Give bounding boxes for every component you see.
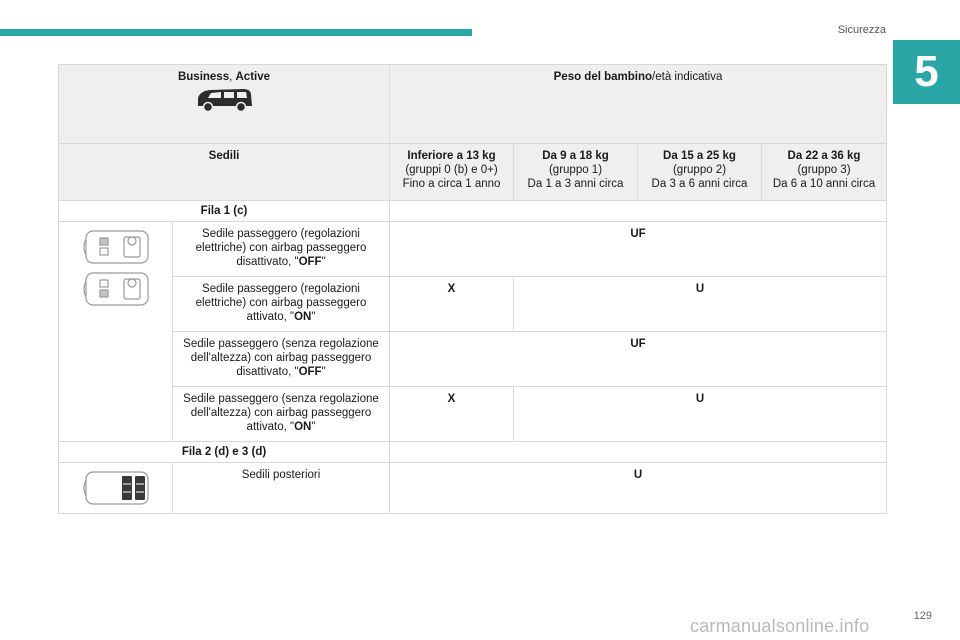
table-row (59, 332, 887, 387)
models-sep: , (229, 71, 236, 83)
suitability-value: UF (390, 332, 887, 387)
rear-seat-diagram-cell (59, 463, 173, 514)
airbag-state: ON (294, 421, 312, 433)
group-age: Da 3 a 6 anni circa (651, 178, 748, 190)
table-row (59, 277, 887, 332)
child-weight-header (390, 65, 887, 144)
airbag-state: ON (294, 311, 312, 323)
seat-desc: Sedile passeggero (senza regolazione dell'altezza) con airbag passeggero disattivato, " (183, 338, 379, 378)
suitability-value: UF (390, 222, 887, 277)
minivan-icon (194, 86, 254, 114)
models-cell (59, 65, 390, 144)
group-age: Da 1 a 3 anni circa (527, 178, 624, 190)
group-2-cell (638, 144, 762, 201)
group-title: Da 22 a 36 kg (787, 150, 861, 162)
seat-desc-cell (173, 387, 390, 442)
watermark: carmanualsonline.info (690, 616, 870, 636)
table-row (59, 463, 887, 514)
seat-desc: Sedile passeggero (regolazioni elettriche) con airbag passeggero disattivato, " (195, 228, 367, 268)
seats-label: Sedili (59, 144, 390, 201)
suitability-value: X (390, 387, 514, 442)
row2-label: Fila 2 (d) e 3 (d) (59, 442, 390, 463)
row2-label-row (59, 442, 887, 463)
quote-close: " (321, 256, 326, 268)
chapter-number: 5 (893, 40, 960, 104)
group-0-cell (390, 144, 514, 201)
suitability-value: U (514, 277, 887, 332)
group-sub: (gruppo 3) (797, 164, 851, 176)
group-title: Inferiore a 13 kg (407, 150, 496, 162)
table-groups-row (59, 144, 887, 201)
table-row (59, 387, 887, 442)
group-sub: (gruppi 0 (b) e 0+) (405, 164, 498, 176)
row1-label: Fila 1 (c) (59, 201, 390, 222)
airbag-state: OFF (298, 256, 322, 268)
group-age: Fino a circa 1 anno (402, 178, 501, 190)
front-seat-diagram-cell (59, 222, 173, 442)
group-sub: (gruppo 2) (672, 164, 727, 176)
table-header-row (59, 65, 887, 144)
empty-cell (390, 442, 887, 463)
suitability-value: U (514, 387, 887, 442)
seat-desc: Sedile passeggero (regolazioni elettriche) con airbag passeggero attivato, " (195, 283, 367, 323)
group-1-cell (514, 144, 638, 201)
group-title: Da 9 a 18 kg (542, 150, 609, 162)
age-indicative-label: /età indicativa (652, 71, 723, 83)
seat-desc-cell (173, 277, 390, 332)
seat-desc-cell (173, 332, 390, 387)
rear-seat-diagram-icon (80, 470, 152, 506)
group-3-cell (762, 144, 887, 201)
front-seat-diagram-icon (80, 229, 152, 309)
quote-close: " (311, 311, 316, 323)
airbag-state: OFF (298, 366, 322, 378)
page-number: 129 (913, 610, 932, 622)
row1-label-row (59, 201, 887, 222)
group-age: Da 6 a 10 anni circa (772, 178, 876, 190)
suitability-value: X (390, 277, 514, 332)
rear-seat-label: Sedili posteriori (173, 463, 390, 514)
top-accent-bar (0, 29, 472, 36)
empty-cell (390, 201, 887, 222)
table-row (59, 222, 887, 277)
models-active: Active (235, 71, 271, 83)
models-business: Business (177, 71, 230, 83)
quote-close: " (311, 421, 316, 433)
group-title: Da 15 a 25 kg (663, 150, 736, 162)
seat-desc-cell (173, 222, 390, 277)
quote-close: " (321, 366, 326, 378)
suitability-value: U (390, 463, 887, 514)
child-seat-table (58, 64, 887, 514)
group-sub: (gruppo 1) (548, 164, 603, 176)
child-weight-label: Peso del bambino (553, 71, 653, 83)
section-title: Sicurezza (837, 24, 886, 36)
seat-desc: Sedile passeggero (senza regolazione dell'altezza) con airbag passeggero attivato, " (183, 393, 379, 433)
